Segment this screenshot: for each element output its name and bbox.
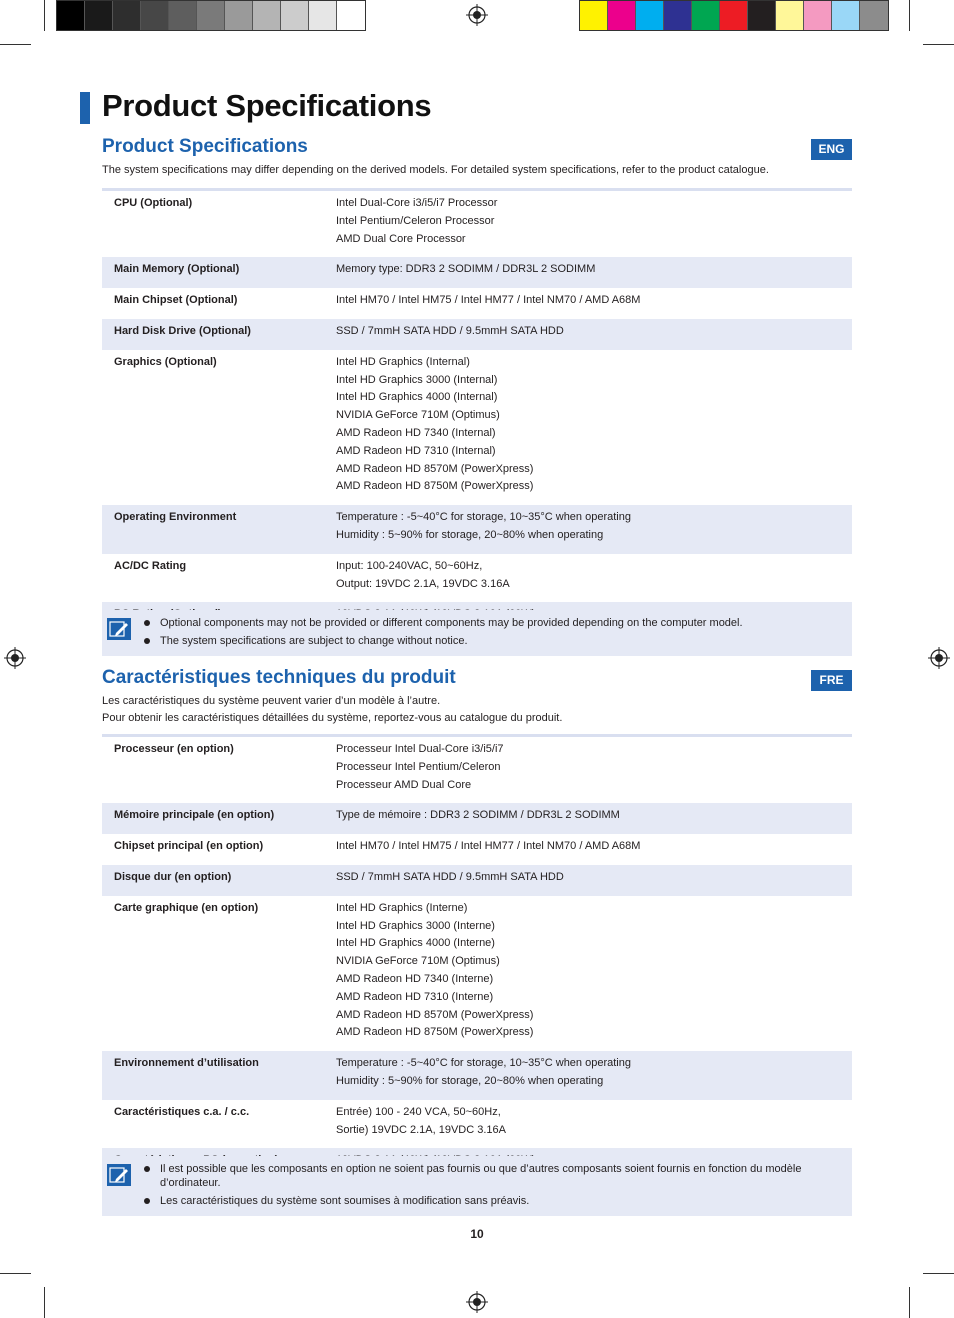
spec-value bbox=[336, 195, 852, 248]
spec-label: Main Memory (Optional) bbox=[114, 263, 240, 276]
calibration-swatch bbox=[748, 1, 776, 30]
note-item bbox=[102, 1194, 842, 1208]
spec-row bbox=[102, 554, 852, 603]
note-text: Optional components may not be provided or different components may be provided depending on the computer model. bbox=[160, 617, 743, 629]
spec-value-line: Type de mémoire : DDR3 2 SODIMM / DDR3L 2 SODIMM bbox=[336, 809, 620, 822]
spec-value-line: Intel HD Graphics 4000 (Internal) bbox=[336, 391, 498, 404]
note-item bbox=[102, 1162, 842, 1190]
spec-value-line: Intel HD Graphics 4000 (Interne) bbox=[336, 937, 495, 950]
spec-value-line: AMD Radeon HD 8570M (PowerXpress) bbox=[336, 1008, 534, 1021]
crop-mark bbox=[909, 0, 910, 31]
intro-line: Pour obtenir les caractéristiques détaillées du système, reportez-vous au catalogue du produit. bbox=[102, 712, 563, 724]
calibration-swatch bbox=[776, 1, 804, 30]
spec-label: Caractéristiques c.a. / c.c. bbox=[114, 1105, 250, 1118]
spec-value bbox=[336, 869, 852, 887]
calibration-swatch bbox=[85, 1, 113, 30]
spec-value-line: Temperature : -5~40°C for storage, 10~35°C when operating bbox=[336, 511, 631, 524]
spec-label: Graphics (Optional) bbox=[114, 355, 217, 368]
spec-value bbox=[336, 354, 852, 496]
spec-value-line: Humidity : 5~90% for storage, 20~80% when operating bbox=[336, 1074, 604, 1087]
note-text: Les caractéristiques du système sont soumises à modification sans préavis. bbox=[160, 1195, 530, 1207]
calibration-swatch bbox=[804, 1, 832, 30]
spec-table-eng bbox=[102, 188, 852, 633]
spec-value-line: SSD / 7mmH SATA HDD / 9.5mmH SATA HDD bbox=[336, 324, 564, 337]
calibration-swatch bbox=[608, 1, 636, 30]
calibration-swatch bbox=[141, 1, 169, 30]
calibration-swatch bbox=[57, 1, 85, 30]
spec-value-line: NVIDIA GeForce 710M (Optimus) bbox=[336, 409, 500, 422]
spec-label: Operating Environment bbox=[114, 511, 237, 524]
spec-label: Main Chipset (Optional) bbox=[114, 294, 238, 307]
spec-row bbox=[102, 896, 852, 1051]
registration-mark-icon bbox=[928, 647, 950, 669]
calibration-swatch bbox=[337, 1, 365, 30]
spec-value-line: Intel HD Graphics (Internal) bbox=[336, 355, 470, 368]
page-number: 10 bbox=[470, 1227, 484, 1241]
color-calibration-bar bbox=[579, 0, 889, 31]
bullet-icon bbox=[144, 620, 150, 626]
note-box-fre bbox=[102, 1156, 852, 1216]
spec-value-line: AMD Radeon HD 7340 (Interne) bbox=[336, 972, 494, 985]
calibration-swatch bbox=[664, 1, 692, 30]
crop-mark bbox=[923, 1273, 954, 1274]
spec-table-fre bbox=[102, 734, 852, 1179]
bullet-icon bbox=[144, 1166, 150, 1172]
section-title-fre: Caractéristiques techniques du produit bbox=[102, 667, 456, 688]
crop-mark bbox=[44, 0, 45, 31]
spec-value-line: AMD Radeon HD 8750M (PowerXpress) bbox=[336, 1026, 534, 1039]
note-text: Il est possible que les composants en option ne soient pas fournis ou que d’autres composants soient fournis en fonction du modèle d’ordinateur. bbox=[160, 1163, 802, 1189]
spec-value-line: AMD Radeon HD 8570M (PowerXpress) bbox=[336, 462, 534, 475]
section-intro-eng: The system specifications may differ depending on the derived models. For detailed system specifications, refer to the product catalogue. bbox=[102, 164, 769, 176]
calibration-swatch bbox=[309, 1, 337, 30]
crop-mark bbox=[923, 44, 954, 45]
spec-value-line: AMD Radeon HD 7340 (Internal) bbox=[336, 426, 496, 439]
spec-value bbox=[336, 741, 852, 794]
language-badge-fre: FRE bbox=[811, 670, 852, 691]
spec-value-line: Processeur Intel Pentium/Celeron bbox=[336, 760, 501, 773]
registration-mark-icon bbox=[466, 4, 488, 26]
spec-label: Disque dur (en option) bbox=[114, 870, 232, 883]
spec-value-line: Sortie) 19VDC 2.1A, 19VDC 3.16A bbox=[336, 1123, 506, 1136]
section-intro-fre bbox=[102, 693, 852, 727]
calibration-swatch bbox=[197, 1, 225, 30]
note-item bbox=[102, 616, 842, 630]
spec-value-line: Processeur AMD Dual Core bbox=[336, 778, 472, 791]
spec-row bbox=[102, 737, 852, 803]
spec-label: Mémoire principale (en option) bbox=[114, 809, 275, 822]
calibration-swatch bbox=[692, 1, 720, 30]
spec-row bbox=[102, 191, 852, 257]
spec-value bbox=[336, 807, 852, 825]
spec-value-line: Processeur Intel Dual-Core i3/i5/i7 bbox=[336, 743, 504, 755]
registration-mark-icon bbox=[466, 1291, 488, 1313]
spec-row bbox=[102, 803, 852, 834]
spec-value-line: Intel HD Graphics (Interne) bbox=[336, 901, 468, 914]
spec-value-line: AMD Radeon HD 8750M (PowerXpress) bbox=[336, 480, 534, 493]
bullet-icon bbox=[144, 1198, 150, 1204]
calibration-swatch bbox=[253, 1, 281, 30]
spec-value-line: AMD Radeon HD 7310 (Interne) bbox=[336, 990, 494, 1003]
spec-row bbox=[102, 319, 852, 350]
spec-value bbox=[336, 292, 852, 310]
spec-value-line: NVIDIA GeForce 710M (Optimus) bbox=[336, 955, 500, 968]
spec-value bbox=[336, 1055, 852, 1091]
spec-value-line: Intel Pentium/Celeron Processor bbox=[336, 214, 495, 227]
spec-value-line: SSD / 7mmH SATA HDD / 9.5mmH SATA HDD bbox=[336, 870, 564, 883]
registration-mark-icon bbox=[4, 647, 26, 669]
spec-value bbox=[336, 558, 852, 594]
spec-value bbox=[336, 838, 852, 856]
calibration-swatch bbox=[636, 1, 664, 30]
calibration-swatch bbox=[169, 1, 197, 30]
note-text: The system specifications are subject to change without notice. bbox=[160, 635, 468, 647]
spec-row bbox=[102, 257, 852, 288]
grayscale-calibration-bar bbox=[56, 0, 366, 31]
page-title: Product Specifications bbox=[102, 88, 432, 123]
spec-label: Carte graphique (en option) bbox=[114, 901, 259, 914]
spec-value-line: Humidity : 5~90% for storage, 20~80% when operating bbox=[336, 528, 604, 541]
section-title-eng: Product Specifications bbox=[102, 136, 308, 157]
calibration-swatch bbox=[720, 1, 748, 30]
calibration-swatch bbox=[832, 1, 860, 30]
spec-value-line: Output: 19VDC 2.1A, 19VDC 3.16A bbox=[336, 577, 510, 590]
spec-value-line: Input: 100-240VAC, 50~60Hz, bbox=[336, 559, 483, 572]
calibration-swatch bbox=[580, 1, 608, 30]
bullet-icon bbox=[144, 638, 150, 644]
spec-row bbox=[102, 865, 852, 896]
spec-row bbox=[102, 350, 852, 505]
spec-label: Hard Disk Drive (Optional) bbox=[114, 324, 251, 337]
spec-value-line: Intel HD Graphics 3000 (Internal) bbox=[336, 373, 498, 386]
title-accent-bar bbox=[80, 92, 90, 124]
calibration-swatch bbox=[281, 1, 309, 30]
spec-value bbox=[336, 261, 852, 279]
intro-line: Les caractéristiques du système peuvent varier d’un modèle à l’autre. bbox=[102, 695, 441, 707]
spec-row bbox=[102, 1100, 852, 1149]
calibration-swatch bbox=[225, 1, 253, 30]
spec-value bbox=[336, 1104, 852, 1140]
spec-label: AC/DC Rating bbox=[114, 559, 187, 572]
spec-label: Processeur (en option) bbox=[114, 743, 234, 755]
spec-label: CPU (Optional) bbox=[114, 197, 193, 209]
spec-row bbox=[102, 505, 852, 554]
spec-value-line: Temperature : -5~40°C for storage, 10~35°C when operating bbox=[336, 1057, 631, 1070]
spec-value bbox=[336, 900, 852, 1042]
note-item bbox=[102, 634, 842, 648]
crop-mark bbox=[0, 44, 31, 45]
spec-value bbox=[336, 509, 852, 545]
crop-mark bbox=[909, 1287, 910, 1318]
calibration-swatch bbox=[113, 1, 141, 30]
spec-value-line: AMD Radeon HD 7310 (Internal) bbox=[336, 444, 496, 457]
spec-value-line: Intel HD Graphics 3000 (Interne) bbox=[336, 919, 495, 932]
spec-value-line: AMD Dual Core Processor bbox=[336, 232, 466, 245]
calibration-swatch bbox=[860, 1, 888, 30]
spec-value-line: Intel HM70 / Intel HM75 / Intel HM77 / Intel NM70 / AMD A68M bbox=[336, 294, 641, 307]
spec-value bbox=[336, 323, 852, 341]
spec-label: Chipset principal (en option) bbox=[114, 840, 264, 853]
spec-value-line: Intel Dual-Core i3/i5/i7 Processor bbox=[336, 197, 498, 209]
crop-mark bbox=[44, 1287, 45, 1318]
spec-value-line: Intel HM70 / Intel HM75 / Intel HM77 / Intel NM70 / AMD A68M bbox=[336, 840, 641, 853]
spec-value-line: Memory type: DDR3 2 SODIMM / DDR3L 2 SODIMM bbox=[336, 263, 596, 276]
spec-row bbox=[102, 288, 852, 319]
language-badge-eng: ENG bbox=[811, 139, 852, 160]
spec-row bbox=[102, 1051, 852, 1100]
spec-row bbox=[102, 834, 852, 865]
spec-value-line: Entrée) 100 - 240 VCA, 50~60Hz, bbox=[336, 1105, 501, 1118]
note-box-eng bbox=[102, 610, 852, 656]
crop-mark bbox=[0, 1273, 31, 1274]
spec-label: Environnement d’utilisation bbox=[114, 1057, 259, 1070]
